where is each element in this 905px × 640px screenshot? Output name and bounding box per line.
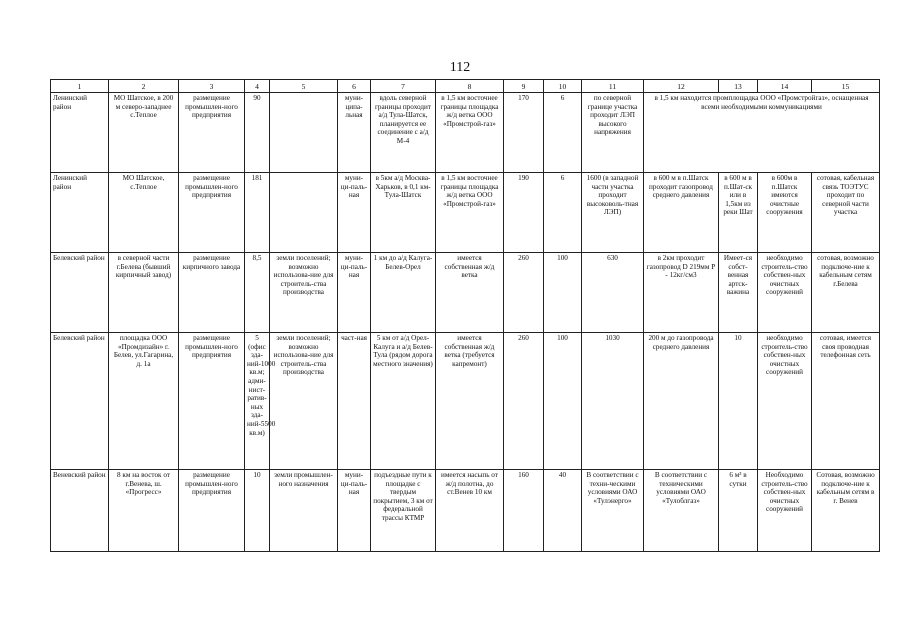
merged-infrastructure-cell: в 1,5 км находится промплощадка ООО «Промстройгаз», оснащенная всеми необходимыми коммуникациями: [644, 93, 880, 173]
distance-cell: 40: [544, 470, 582, 552]
gas-cell: В соответствии с техническими условиями ОАО «Тулоблгаз»: [644, 470, 719, 552]
location-cell: 8 км на восток от г.Венева, ш. «Прогресс»: [109, 470, 179, 552]
purpose-cell: размещение промышлен-ного предприятия: [179, 93, 245, 173]
land-category-cell: [270, 93, 338, 173]
land-category-cell: земли поселений; возможно использова-ние для строитель-ства производства: [270, 333, 338, 470]
column-number: 7: [371, 80, 436, 93]
land-category-cell: [270, 173, 338, 253]
column-number: 15: [812, 80, 880, 93]
road-cell: вдоль северной границы проходит а/д Тула-Шатск, планируется ее соединение с а/д М-4: [371, 93, 436, 173]
railway-cell: имеется собственная ж/д ветка: [436, 253, 504, 333]
gas-cell: в 600 м в п.Шатск проходит газопровод среднего давления: [644, 173, 719, 253]
column-number: 9: [504, 80, 544, 93]
district-cell: Белевский район: [51, 333, 109, 470]
district-cell: Веневский район: [51, 470, 109, 552]
road-cell: в 5км а/д Москва-Харьков, в 0,1 км-Тула-Шатск: [371, 173, 436, 253]
table-row: [51, 333, 880, 470]
power-cell: 1600 (в западной части участка проходит высоковоль-тная ЛЭП): [582, 173, 644, 253]
land-category-cell: земли промышлен-ного назначения: [270, 470, 338, 552]
distance-cell: 6: [544, 173, 582, 253]
column-number: 11: [582, 80, 644, 93]
power-cell: В соответствии с техни-ческими условиями ОАО «Тулэнерго»: [582, 470, 644, 552]
gas-cell: в 2км проходит газопровод D 219мм Р - 12кг/см3: [644, 253, 719, 333]
purpose-cell: размещение промышлен-ного предприятия: [179, 173, 245, 253]
column-number: 13: [719, 80, 758, 93]
district-cell: Ленинский район: [51, 173, 109, 253]
gas-cell: 200 м до газопровода среднего давления: [644, 333, 719, 470]
column-number: 6: [338, 80, 371, 93]
location-cell: МО Шатское, с.Теплое: [109, 173, 179, 253]
area-cell: 90: [245, 93, 270, 173]
area-cell: 5 (офис зда-ний-1000 кв.м; адми-нист-ратив-ных зда-ний-5500 кв.м): [245, 333, 270, 470]
ownership-cell: муни-ци-паль-ная: [338, 253, 371, 333]
ownership-cell: муни-ци-паль-ная: [338, 173, 371, 253]
page-number: 112: [449, 60, 471, 75]
distance-cell: 170: [504, 93, 544, 173]
railway-cell: в 1,5 км восточнее границы площадка ж/д ветка ООО «Промстрой-газ»: [436, 173, 504, 253]
column-number: 10: [544, 80, 582, 93]
water-cell: 6 м³ в сутки: [719, 470, 758, 552]
power-cell: по северной границе участка проходит ЛЭП высокого напряжения: [582, 93, 644, 173]
distance-cell: 6: [544, 93, 582, 173]
purpose-cell: размещение промышлен-ного предприятия: [179, 333, 245, 470]
communications-cell: сотовая, кабельная связь ТОЭТУС проходит по северной части участка: [812, 173, 880, 253]
column-number: 12: [644, 80, 719, 93]
power-cell: 630: [582, 253, 644, 333]
communications-cell: сотовая, возможно подключе-ние к кабельным сетям г.Белева: [812, 253, 880, 333]
railway-cell: имеется насыпь от ж/д полотна, до ст.Венев 10 км: [436, 470, 504, 552]
column-number: 8: [436, 80, 504, 93]
table-row: [51, 253, 880, 333]
communications-cell: сотовая, имеется своя проводная телефонная сеть: [812, 333, 880, 470]
sewage-cell: в 600м в п.Шатск имеются очистные сооружения: [758, 173, 812, 253]
railway-cell: имеется собственная ж/д ветка (требуется капремонт): [436, 333, 504, 470]
land-category-cell: земли поселений; возможно использова-ние для строитель-ства производства: [270, 253, 338, 333]
ownership-cell: муни-ци-паль-ная: [338, 470, 371, 552]
water-cell: в 600 м в п.Шат-ск или в 1,5км из реки Шат: [719, 173, 758, 253]
purpose-cell: размещение промышлен-ного предприятия: [179, 470, 245, 552]
road-cell: 5 км от а/д Орел-Калуга и а/д Белев-Тула (рядом дорога местного значения): [371, 333, 436, 470]
table-row: [51, 93, 880, 173]
column-number: 3: [179, 80, 245, 93]
location-cell: МО Шатское, в 200 м северо-западнее с.Теплое: [109, 93, 179, 173]
sewage-cell: Необходимо строитель-ство собствен-ных очистных сооружений: [758, 470, 812, 552]
water-cell: 10: [719, 333, 758, 470]
header-row: [51, 80, 880, 93]
distance-cell: 100: [544, 333, 582, 470]
column-number: 2: [109, 80, 179, 93]
location-cell: площадка ООО «Промдизайн» г. Белев, ул.Гагарина, д. 1а: [109, 333, 179, 470]
distance-cell: 260: [504, 333, 544, 470]
column-number: 5: [270, 80, 338, 93]
sites-table: [50, 79, 880, 552]
table-row: [51, 470, 880, 552]
distance-cell: 260: [504, 253, 544, 333]
distance-cell: 190: [504, 173, 544, 253]
ownership-cell: част-ная: [338, 333, 371, 470]
road-cell: подъездные пути к площадке с твердым покрытием, 3 км от федеральной трассы КТМР: [371, 470, 436, 552]
column-number: 1: [51, 80, 109, 93]
district-cell: Белевский район: [51, 253, 109, 333]
location-cell: в северной части г.Белева (бывший кирпичный завод): [109, 253, 179, 333]
column-number: 4: [245, 80, 270, 93]
railway-cell: в 1,5 км восточнее границы площадка ж/д ветка ООО «Промстрой-газ»: [436, 93, 504, 173]
area-cell: 181: [245, 173, 270, 253]
water-cell: Имеет-ся собст-венная артск-важина: [719, 253, 758, 333]
purpose-cell: размещение кирпичного завода: [179, 253, 245, 333]
ownership-cell: муни-ципа-льная: [338, 93, 371, 173]
power-cell: 1030: [582, 333, 644, 470]
district-cell: Ленинский район: [51, 93, 109, 173]
table-row: [51, 173, 880, 253]
area-cell: 8,5: [245, 253, 270, 333]
distance-cell: 160: [504, 470, 544, 552]
road-cell: 1 км до а/д Калуга-Белев-Орел: [371, 253, 436, 333]
area-cell: 10: [245, 470, 270, 552]
column-number: 14: [758, 80, 812, 93]
communications-cell: Сотовая, возможно подключе-ние к кабельным сетям в г. Венев: [812, 470, 880, 552]
sewage-cell: необходимо строитель-ство собствен-ных очистных сооружений: [758, 253, 812, 333]
distance-cell: 100: [544, 253, 582, 333]
sewage-cell: необходимо строитель-ство собствен-ных очистных сооружений: [758, 333, 812, 470]
